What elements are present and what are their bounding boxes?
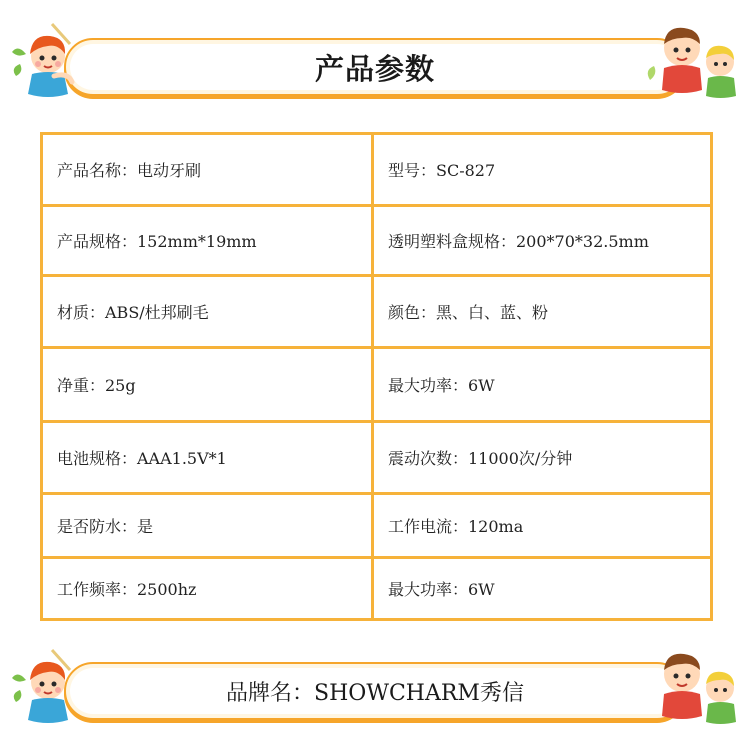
table-row: [42, 422, 712, 494]
table-row: [42, 558, 712, 620]
table-row: [42, 206, 712, 276]
spec-power-cell: 最大功率：6W: [373, 348, 712, 422]
spec-color-cell: 颜色：黑、白、蓝、粉: [373, 276, 712, 348]
cartoon-girl-icon: [8, 14, 90, 100]
table-row: [42, 494, 712, 558]
header-banner: [64, 38, 686, 96]
spec-weight-cell: 净重：25g: [42, 348, 373, 422]
spec-power-cell-2: 最大功率：6W: [373, 558, 712, 620]
spec-vibration-cell: 震动次数：11000次/分钟: [373, 422, 712, 494]
spec-name-cell: 产品名称：电动牙刷: [42, 134, 373, 206]
spec-model-cell: 型号：SC-827: [373, 134, 712, 206]
spec-battery-cell: 电池规格：AAA1.5V*1: [42, 422, 373, 494]
brand-banner: [64, 662, 686, 720]
cartoon-girl-icon: [8, 640, 90, 726]
spec-frequency-cell: 工作频率：2500hz: [42, 558, 373, 620]
brand-name: 品牌名：SHOWCHARM秀信: [226, 680, 524, 706]
spec-current-cell: 工作电流：120ma: [373, 494, 712, 558]
spec-waterproof-cell: 是否防水：是: [42, 494, 373, 558]
table-row: [42, 276, 712, 348]
cartoon-kids-icon: [640, 640, 744, 732]
cartoon-kids-icon: [640, 14, 744, 106]
page-title: 产品参数: [314, 51, 435, 86]
spec-table: [40, 132, 713, 621]
spec-material-cell: 材质：ABS/杜邦刷毛: [42, 276, 373, 348]
table-row: [42, 134, 712, 206]
spec-box-size-cell: 透明塑料盒规格：200*70*32.5mm: [373, 206, 712, 276]
spec-size-cell: 产品规格：152mm*19mm: [42, 206, 373, 276]
table-row: [42, 348, 712, 422]
